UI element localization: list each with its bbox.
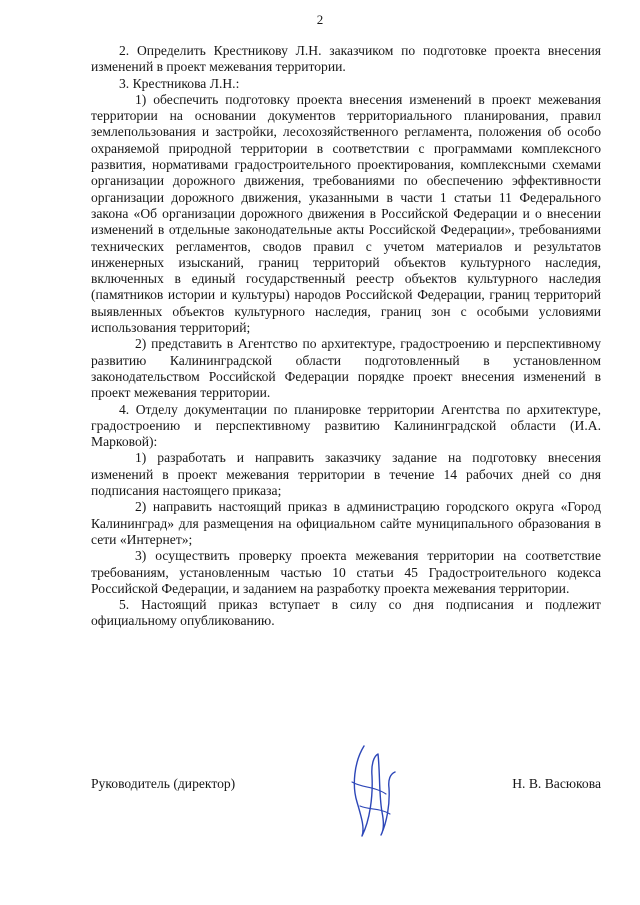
signer-title: Руководитель (директор) — [91, 776, 236, 791]
paragraph-item-4: 4. Отделу документации по планировке территории Агентства по архитектуре, градостроению и перспективному развитию Калининградской области (И.А. Марковой): — [91, 401, 601, 450]
page-number: 2 — [316, 12, 324, 27]
subparagraph-4-1: 1) разработать и направить заказчику задание на подготовку внесения изменений в проект межевания территории в течение 14 рабочих дней со дня подписания настоящего приказа; — [91, 450, 601, 499]
paragraph-item-5: 5. Настоящий приказ вступает в силу со дня подписания и подлежит официальному опубликованию. — [91, 597, 601, 629]
document-body — [91, 43, 601, 630]
paragraph-item-3: 3. Крестникова Л.Н.: — [119, 75, 240, 91]
subparagraph-3-1: 1) обеспечить подготовку проекта внесения изменений в проект межевания территории на основании документов территориального планирования, правил землепользования и застройки, лесохозяйственного регламента, положения об особо охраняемой природной территории в соответствии с программами комплексного развития, нормативами градостроительного проектирования, комплексными схемами организации дорожного движения, требованиями по обеспечению эффективности организации дорожного движения, указанными в части 1 статьи 11 Федерального закона «Об организации дорожного движения в Российской Федерации и о внесении изменений в отдельные законодательные акты Российской Федерации», требованиями технических регламентов, сводов правил с учетом материалов и результатов инженерных изысканий, границ территорий объектов культурного наследия, включенных в единый государственный реестр объектов культурного наследия (памятников истории и культуры) народов Российской Федерации, границ территорий выявленных объектов культурного наследия, границ зон с особыми условиями использования территорий; — [91, 91, 601, 336]
subparagraph-4-3: 3) осуществить проверку проекта межевания территории на соответствие требованиям, установленным частью 10 статьи 45 Градостроительного кодекса Российской Федерации, и заданием на разработку проекта межевания территории. — [91, 548, 601, 596]
subparagraph-3-2: 2) представить в Агентство по архитектуре, градостроению и перспективному развитию Калининградской области подготовленный в установленном законодательством Российской Федерации порядке проект внесения изменений в проект межевания территории. — [91, 336, 601, 401]
signature-block — [91, 776, 601, 796]
paragraph-item-2: 2. Определить Крестникову Л.Н. заказчиком по подготовке проекта внесения изменений в проект межевания территории. — [91, 43, 601, 75]
signer-name: Н. В. Васюкова — [512, 776, 601, 791]
subparagraph-4-2: 2) направить настоящий приказ в администрацию городского округа «Город Калининград» для размещения на официальном сайте муниципального образования в сети «Интернет»; — [91, 499, 601, 547]
